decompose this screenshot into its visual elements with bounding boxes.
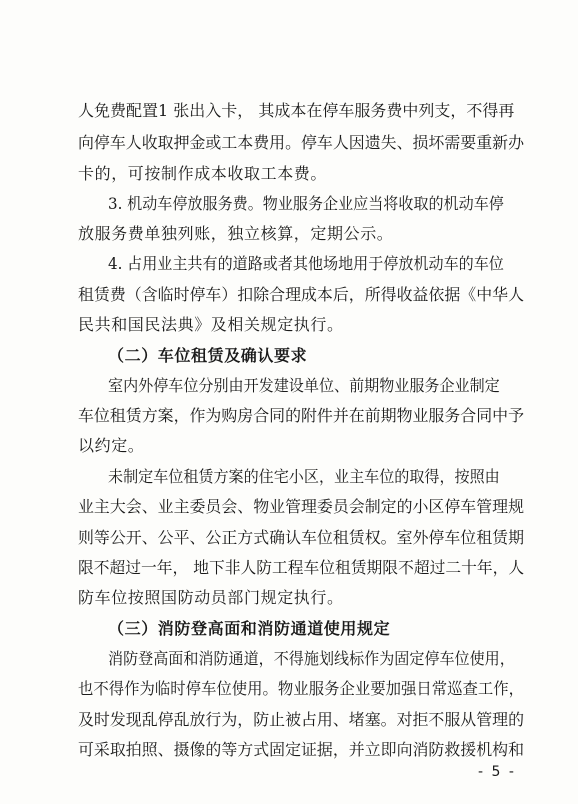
section-heading: （二）车位租赁及确认要求 (108, 346, 308, 365)
text-line: 卡的，可按制作成本收取工本费。 (78, 164, 328, 183)
text-line: 及时发现乱停乱放行为，防止被占用、堵塞。对拒不服从管理的 (78, 710, 525, 729)
text-line: 民共和国民法典》及相关规定执行。 (78, 315, 344, 334)
text-line: 限不超过一年， 地下非人防工程车位租赁期限不超过二十年，人 (78, 558, 525, 577)
text-line: 人免费配置1 张出入卡， 其成本在停车服务费中列支，不得再 (78, 101, 515, 120)
text-line: 室内外停车位分别由开发建设单位、前期物业服务企业制定 (108, 376, 500, 395)
text-line: 防车位按照国防动员部门规定执行。 (78, 588, 344, 607)
text-line: 消防登高面和消防通道，不得施划线标作为固定停车位使用， (108, 649, 515, 668)
section-heading: （三）消防登高面和消防通道使用规定 (108, 619, 391, 638)
text-line: 以约定。 (78, 436, 145, 455)
text-line: 放服务费单独列账，独立核算，定期公示。 (78, 224, 394, 243)
text-line: 可采取拍照、摄像的等方式固定证据，并立即向消防救援机构和 (78, 740, 525, 759)
text-line: 业主大会、业主委员会、物业管理委员会制定的小区停车管理规 (78, 497, 525, 516)
text-line: 租赁费（含临时停车）扣除合理成本后，所得收益依据《中华人 (78, 285, 525, 304)
page-number: - 5 - (478, 764, 516, 780)
text-line: 也不得作为临时停车位使用。物业服务企业要加强日常巡查工作， (78, 679, 525, 698)
text-line: 4. 占用业主共有的道路或者其他场地用于停放机动车的车位 (108, 254, 504, 273)
text-line: 未制定车位租赁方案的住宅小区，业主车位的取得，按照由 (108, 467, 500, 486)
text-line: 3. 机动车停放服务费。物业服务企业应当将收取的机动车停 (108, 194, 504, 213)
text-line: 则等公开、公平、公正方式确认车位租赁权。室外停车位租赁期 (78, 528, 525, 547)
text-line: 车位租赁方案，作为购房合同的附件并在前期物业服务合同中予 (78, 406, 525, 425)
text-line: 向停车人收取押金或工本费用。停车人因遗失、损坏需要重新办 (78, 133, 525, 152)
